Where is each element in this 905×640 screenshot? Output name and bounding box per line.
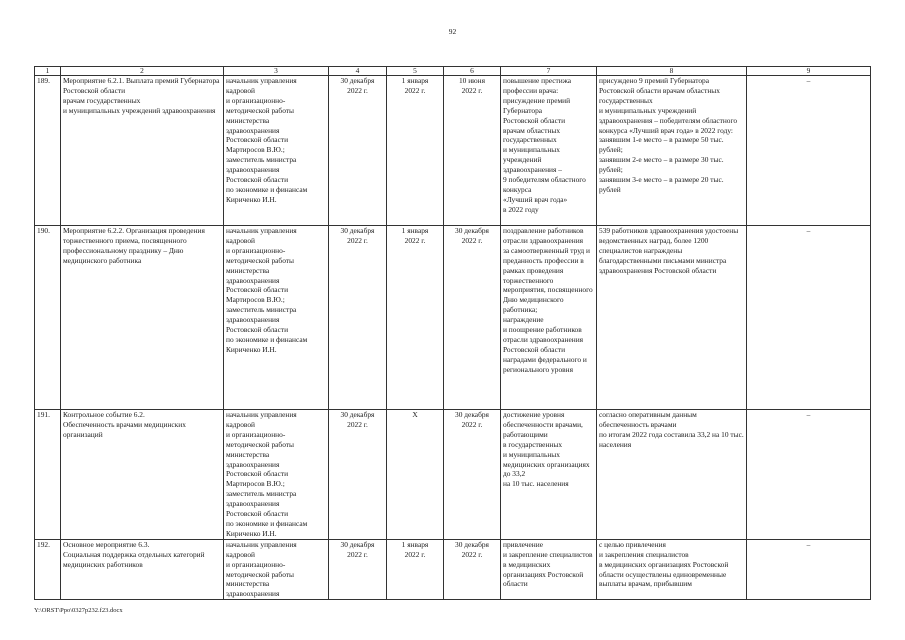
note: – (747, 539, 871, 599)
column-header: 2 (61, 67, 224, 76)
actual-result: присуждено 9 премий Губернатора Ростовской области врачам областных государственных и муниципальных учреждений здравоохранения – победителям областного конкурса «Лучший врач года» в 2022 году: занявшим 1-е место – в размере 50 тыс. рублей; занявшим 2-е место – в размере 30 тыс. рублей; занявшим 3-е место – в размере 20 тыс. рублей (597, 76, 747, 226)
table-row (35, 539, 871, 599)
column-header: 6 (444, 67, 501, 76)
responsible-executor: начальник управления кадровой и организационно-методической работы министерства здравоохранения Ростовской области Мартиросов В.Ю.; заместитель министра здравоохранения Ростовской области по экономике и финансам Кириченко И.Н. (224, 76, 329, 226)
responsible-executor: начальник управления кадровой и организационно-методической работы министерства здравоохранения Ростовской области Мартиросов В.Ю.; заместитель министра здравоохранения Ростовской области по экономике и финансам Кириченко И.Н. (224, 410, 329, 540)
plan-date: 30 декабря 2022 г. (329, 76, 387, 226)
start-date: 1 января 2022 г. (387, 76, 444, 226)
column-header: 8 (597, 67, 747, 76)
document-path: Y:\ORST\Ppo\0327p232.f23.docx (34, 607, 123, 614)
end-date: 30 декабря 2022 г. (444, 226, 501, 410)
event-name: Основное мероприятие 6.3. Социальная поддержка отдельных категорий медицинских работников (61, 539, 224, 599)
page-number: 92 (448, 27, 457, 36)
actual-result: с целью привлечения и закрепления специалистов в медицинских организациях Ростовской области осуществлены единовременные выплаты врачам, прибывшим (597, 539, 747, 599)
table-row (35, 226, 871, 410)
plan-date: 30 декабря 2022 г. (329, 410, 387, 540)
expected-result: привлечение и закрепление специалистов в медицинских организациях Ростовской области (501, 539, 597, 599)
responsible-executor: начальник управления кадровой и организационно-методической работы министерства здравоохранения (224, 539, 329, 599)
note: – (747, 226, 871, 410)
actual-result: согласно оперативным данным обеспеченность врачами по итогам 2022 года составила 33,2 на 10 тыс. населения (597, 410, 747, 540)
column-number-row (35, 67, 871, 76)
actual-result: 539 работников здравоохранения удостоены ведомственных наград, более 1200 специалистов награждены благодарственными письмами министра здравоохранения Ростовской области (597, 226, 747, 410)
row-number: 191. (35, 410, 61, 540)
responsible-executor: начальник управления кадровой и организационно-методической работы министерства здравоохранения Ростовской области Мартиросов В.Ю.; заместитель министра здравоохранения Ростовской области по экономике и финансам Кириченко И.Н. (224, 226, 329, 410)
start-date: Х (387, 410, 444, 540)
note: – (747, 76, 871, 226)
plan-date: 30 декабря 2022 г. (329, 226, 387, 410)
event-name: Мероприятие 6.2.1. Выплата премий Губернатора Ростовской области врачам государственных и муниципальных учреждений здравоохранения (61, 76, 224, 226)
expected-result: повышение престижа профессии врача: присуждение премий Губернатора Ростовской области врачам областных государственных и муниципальных учреждений здравоохранения – 9 победителям областного конкурса «Лучший врач года» в 2022 году (501, 76, 597, 226)
row-number: 190. (35, 226, 61, 410)
event-name: Мероприятие 6.2.2. Организация проведения торжественного приема, посвященного профессиональному празднику – Дню медицинского работника (61, 226, 224, 410)
event-name: Контрольное событие 6.2. Обеспеченность врачами медицинских организаций (61, 410, 224, 540)
start-date: 1 января 2022 г. (387, 226, 444, 410)
column-header: 9 (747, 67, 871, 76)
column-header: 1 (35, 67, 61, 76)
column-header: 3 (224, 67, 329, 76)
end-date: 30 декабря 2022 г. (444, 410, 501, 540)
column-header: 4 (329, 67, 387, 76)
plan-date: 30 декабря 2022 г. (329, 539, 387, 599)
report-table (34, 66, 871, 600)
start-date: 1 января 2022 г. (387, 539, 444, 599)
note: – (747, 410, 871, 540)
end-date: 10 июня 2022 г. (444, 76, 501, 226)
end-date: 30 декабря 2022 г. (444, 539, 501, 599)
column-header: 5 (387, 67, 444, 76)
table-row (35, 76, 871, 226)
table-row (35, 410, 871, 540)
column-header: 7 (501, 67, 597, 76)
row-number: 189. (35, 76, 61, 226)
expected-result: поздравление работников отрасли здравоохранения за самоотверженный труд и преданность профессии в рамках проведения торжественного мероприятия, посвященного Дню медицинского работника; награждение и поощрение работников отрасли здравоохранения Ростовской области наградами федерального и регионального уровня (501, 226, 597, 410)
row-number: 192. (35, 539, 61, 599)
expected-result: достижение уровня обеспеченности врачами, работающими в государственных и муниципальных медицинских организациях до 33,2 на 10 тыс. населения (501, 410, 597, 540)
